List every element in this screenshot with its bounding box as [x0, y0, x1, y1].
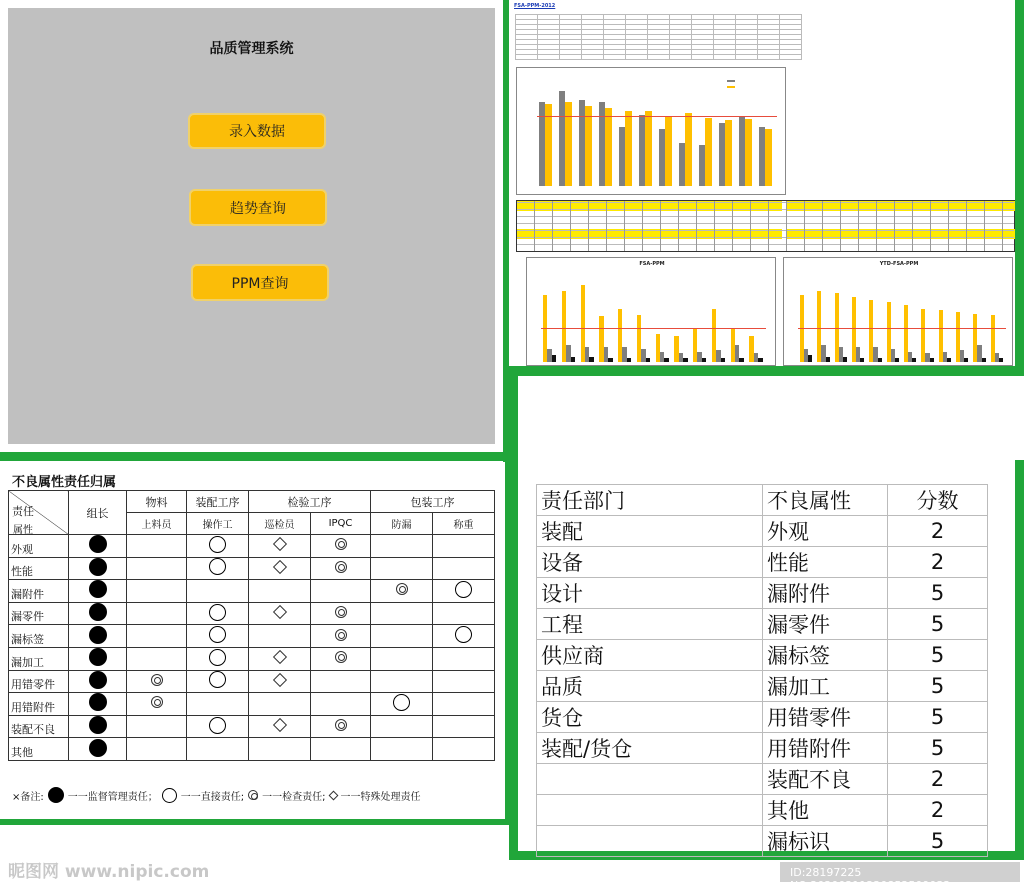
defect-cell: 其他 — [763, 795, 888, 826]
ytd-fsa-ppm-title: YTD-FSA-PPM — [879, 261, 919, 267]
row-label: 漏加工 — [9, 647, 69, 670]
legend-note — [12, 787, 421, 803]
group-header-assembly: 装配工序 — [187, 491, 249, 513]
sub-table-gridlines — [517, 201, 1014, 251]
table-cell — [371, 647, 433, 670]
fsa-ppm-chart — [526, 257, 776, 366]
chart-bar — [878, 358, 882, 362]
direct-circle-icon — [455, 581, 472, 598]
table-cell — [187, 602, 249, 625]
direct-circle-icon — [393, 694, 410, 711]
row-label: 用错附件 — [9, 693, 69, 716]
summary-cell — [538, 55, 560, 60]
subcol-weighing: 称重 — [433, 513, 495, 535]
direct-circle-icon — [209, 671, 226, 688]
direct-circle-icon — [209, 604, 226, 621]
score-cell: 5 — [888, 578, 988, 609]
table-cell — [69, 647, 127, 670]
chart-bar — [702, 358, 706, 362]
chart1-red-line — [537, 116, 777, 117]
chart-bar — [843, 357, 847, 362]
supervise-dot-icon — [89, 716, 107, 734]
supervise-dot-icon — [89, 535, 107, 553]
score-cell: 5 — [888, 702, 988, 733]
table-cell — [187, 580, 249, 603]
direct-circle-icon — [162, 788, 177, 803]
department-cell: 工程 — [537, 609, 763, 640]
table-cell — [433, 693, 495, 716]
table-row — [9, 580, 495, 603]
table-cell — [433, 535, 495, 558]
fsa-ppm-title: FSA-PPM — [639, 261, 665, 267]
legend-yellow-swatch — [727, 86, 735, 88]
defect-cell: 不良属性 — [763, 485, 888, 516]
row-label: 漏附件 — [9, 580, 69, 603]
table-cell — [127, 625, 187, 648]
direct-circle-icon — [455, 626, 472, 643]
chart-bar — [664, 358, 668, 362]
watermark-left: 昵图网 www.nipic.com — [8, 862, 210, 882]
ytd-fsa-ppm-chart — [783, 257, 1013, 366]
subcol-ipqc: IPQC — [311, 513, 371, 535]
chart-bar — [930, 358, 934, 362]
divider-top-right-right — [1015, 0, 1024, 376]
score-cell: 5 — [888, 640, 988, 671]
table-row — [9, 625, 495, 648]
supervise-dot-icon — [89, 626, 107, 644]
special-diamond-icon — [272, 673, 286, 687]
chart-bar — [999, 358, 1003, 362]
table-cell — [311, 670, 371, 693]
table-row — [9, 535, 495, 558]
enter-data-button[interactable]: 录入数据 — [188, 113, 326, 149]
monthly-ppm-plot — [537, 84, 777, 186]
table-cell — [433, 738, 495, 761]
chart-bar — [947, 358, 951, 362]
responsibility-title: 不良属性责任归属 — [12, 475, 117, 490]
group-header-packing: 包装工序 — [371, 491, 495, 513]
direct-circle-icon — [209, 717, 226, 734]
chart-bar — [625, 111, 631, 186]
table-cell — [249, 715, 311, 738]
table-cell — [69, 738, 127, 761]
table-row — [9, 670, 495, 693]
score-row — [537, 826, 988, 857]
table-cell — [69, 580, 127, 603]
table-cell — [371, 670, 433, 693]
table-row — [9, 647, 495, 670]
table-cell — [69, 602, 127, 625]
table-cell — [69, 557, 127, 580]
table-row — [9, 693, 495, 716]
report-title: FSA-PPM-2012 — [514, 3, 556, 9]
legend-gray-swatch — [727, 80, 735, 82]
inspect-bullseye-icon — [335, 719, 347, 731]
inspect-bullseye-icon — [335, 561, 347, 573]
table-cell — [69, 715, 127, 738]
chart-bar — [808, 355, 812, 362]
chart-bar — [645, 111, 651, 186]
score-header-row — [537, 485, 988, 516]
chart-bar — [758, 358, 762, 362]
inspect-bullseye-icon — [151, 696, 163, 708]
direct-circle-icon — [209, 626, 226, 643]
score-row — [537, 671, 988, 702]
supervise-dot-icon — [89, 603, 107, 621]
table-cell — [249, 535, 311, 558]
chart-bar — [646, 358, 650, 362]
supervise-dot-icon — [48, 787, 64, 803]
table-cell — [127, 715, 187, 738]
supervise-dot-icon — [89, 558, 107, 576]
department-cell — [537, 795, 763, 826]
table-cell — [433, 670, 495, 693]
table-cell — [69, 693, 127, 716]
summary-cell — [604, 55, 626, 60]
table-cell — [311, 693, 371, 716]
department-cell: 责任部门 — [537, 485, 763, 516]
supervise-dot-icon — [89, 580, 107, 598]
direct-circle-icon — [209, 649, 226, 666]
table-cell — [311, 602, 371, 625]
ppm-query-button[interactable]: PPM查询 — [191, 264, 329, 301]
chart-bar — [826, 357, 830, 362]
inspect-bullseye-icon — [335, 606, 347, 618]
table-cell — [187, 647, 249, 670]
summary-cell — [626, 55, 648, 60]
score-cell: 2 — [888, 764, 988, 795]
inspect-bullseye-icon — [396, 583, 408, 595]
special-diamond-icon — [328, 790, 338, 800]
table-cell — [127, 535, 187, 558]
subcol-patrol: 巡检员 — [249, 513, 311, 535]
table-cell — [433, 580, 495, 603]
department-cell: 设备 — [537, 547, 763, 578]
table-cell — [249, 557, 311, 580]
score-cell: 5 — [888, 826, 988, 857]
table-cell — [433, 602, 495, 625]
department-cell: 供应商 — [537, 640, 763, 671]
score-cell: 5 — [888, 733, 988, 764]
chart-bar — [585, 106, 591, 186]
table-cell — [371, 693, 433, 716]
chart-bar — [895, 358, 899, 362]
table-cell — [187, 535, 249, 558]
row-label: 用错零件 — [9, 670, 69, 693]
row-label: 漏标签 — [9, 625, 69, 648]
summary-cell — [736, 55, 758, 60]
table-cell — [433, 557, 495, 580]
chart-bar — [605, 108, 611, 186]
summary-table — [515, 14, 802, 60]
chart-bar — [725, 120, 731, 186]
note-supervise: 一一监督管理责任； — [67, 791, 158, 803]
score-cell: 5 — [888, 609, 988, 640]
table-cell — [311, 738, 371, 761]
table-cell — [371, 602, 433, 625]
table-cell — [371, 738, 433, 761]
inspect-bullseye-icon — [335, 538, 347, 550]
watermark-right: ID:28197225 NO:20200211220852509032 — [790, 866, 951, 892]
inspect-bullseye-icon — [335, 651, 347, 663]
defect-cell: 装配不良 — [763, 764, 888, 795]
col-leader-header: 组长 — [69, 491, 127, 535]
monthly-ppm-chart — [516, 67, 786, 195]
department-cell: 品质 — [537, 671, 763, 702]
table-cell — [249, 693, 311, 716]
table-cell — [433, 715, 495, 738]
table-cell — [249, 580, 311, 603]
table-cell — [311, 715, 371, 738]
table-cell — [249, 625, 311, 648]
row-label: 性能 — [9, 557, 69, 580]
chart-bar — [683, 358, 687, 362]
table-cell — [127, 670, 187, 693]
supervise-dot-icon — [89, 648, 107, 666]
chart-bar — [912, 358, 916, 362]
defect-cell: 用错零件 — [763, 702, 888, 733]
summary-cell — [560, 55, 582, 60]
responsibility-table — [8, 490, 495, 761]
row-label: 外观 — [9, 535, 69, 558]
chart-bar — [765, 129, 771, 186]
note-special: 一一特殊处理责任 — [340, 791, 421, 803]
special-diamond-icon — [272, 537, 286, 551]
defect-cell: 漏加工 — [763, 671, 888, 702]
chart-bar — [571, 357, 575, 362]
defect-cell: 漏标识 — [763, 826, 888, 857]
table-cell — [187, 557, 249, 580]
table-cell — [249, 647, 311, 670]
table-cell — [127, 647, 187, 670]
table-cell — [127, 580, 187, 603]
group-header-inspection: 检验工序 — [249, 491, 371, 513]
chart-bar — [685, 113, 691, 186]
note-direct: 一一直接责任; — [180, 791, 245, 803]
sub-table-band — [516, 200, 1015, 252]
chart-bar — [739, 358, 743, 362]
chart-bar — [982, 358, 986, 362]
supervise-dot-icon — [89, 671, 107, 689]
department-cell: 装配/货仓 — [537, 733, 763, 764]
department-cell — [537, 764, 763, 795]
table-cell — [127, 738, 187, 761]
defect-cell: 性能 — [763, 547, 888, 578]
responsibility-panel — [0, 462, 505, 819]
summary-cell — [516, 55, 538, 60]
fsa-ppm-plot — [541, 276, 766, 362]
table-row — [9, 715, 495, 738]
table-cell — [187, 738, 249, 761]
score-row — [537, 702, 988, 733]
corner-header-cell — [9, 491, 69, 535]
chart-bar — [745, 119, 751, 186]
summary-cell — [714, 55, 736, 60]
ytd-fsa-ppm-plot — [798, 276, 1006, 362]
special-diamond-icon — [272, 560, 286, 574]
note-inspect: 一一检查责任; — [262, 791, 326, 803]
special-diamond-icon — [272, 605, 286, 619]
chart-bar — [565, 102, 571, 186]
inspect-bullseye-icon — [248, 790, 258, 800]
score-row — [537, 640, 988, 671]
score-row — [537, 547, 988, 578]
inspect-bullseye-icon — [151, 674, 163, 686]
table-cell — [187, 715, 249, 738]
table-cell — [249, 738, 311, 761]
table-cell — [127, 557, 187, 580]
group-header-material: 物料 — [127, 491, 187, 513]
divider-bottom-left-bottom — [0, 819, 509, 825]
special-diamond-icon — [272, 650, 286, 664]
table-cell — [433, 647, 495, 670]
table-cell — [187, 693, 249, 716]
table-cell — [187, 625, 249, 648]
chart3-red-line — [798, 328, 1006, 329]
defect-cell: 漏附件 — [763, 578, 888, 609]
department-cell: 货仓 — [537, 702, 763, 733]
summary-cell — [648, 55, 670, 60]
chart-bar — [860, 358, 864, 362]
inspect-bullseye-icon — [335, 629, 347, 641]
table-cell — [69, 535, 127, 558]
table-cell — [371, 625, 433, 648]
score-row — [537, 609, 988, 640]
menu-title: 品质管理系统 — [209, 41, 294, 57]
table-row — [9, 738, 495, 761]
summary-row — [516, 55, 802, 60]
score-row — [537, 795, 988, 826]
score-cell: 2 — [888, 516, 988, 547]
table-cell — [127, 693, 187, 716]
supervise-dot-icon — [89, 693, 107, 711]
summary-cell — [670, 55, 692, 60]
score-cell: 2 — [888, 795, 988, 826]
score-row — [537, 516, 988, 547]
subcol-operator: 操作工 — [187, 513, 249, 535]
special-diamond-icon — [272, 718, 286, 732]
subcol-loader: 上料员 — [127, 513, 187, 535]
defect-cell: 漏标签 — [763, 640, 888, 671]
trend-query-button[interactable]: 趋势查询 — [189, 189, 327, 226]
divider-bottom-left-top — [0, 452, 509, 461]
table-cell — [187, 670, 249, 693]
summary-cell — [780, 55, 802, 60]
ppm-report — [511, 0, 1015, 366]
divider-bottom-right-left — [509, 376, 518, 860]
row-label: 装配不良 — [9, 715, 69, 738]
corner-header-bottom: 属性 — [13, 525, 33, 536]
defect-cell: 外观 — [763, 516, 888, 547]
score-row — [537, 764, 988, 795]
direct-circle-icon — [209, 558, 226, 575]
chart-bar — [665, 117, 671, 186]
score-cell: 分数 — [888, 485, 988, 516]
corner-header-top: 责任 — [12, 505, 34, 518]
table-cell — [127, 602, 187, 625]
table-row — [9, 557, 495, 580]
defect-cell: 漏零件 — [763, 609, 888, 640]
summary-cell — [582, 55, 604, 60]
table-cell — [311, 625, 371, 648]
chart2-red-line — [541, 328, 766, 329]
table-cell — [69, 670, 127, 693]
chart-bar — [705, 118, 711, 186]
row-label: 其他 — [9, 738, 69, 761]
chart-bar — [627, 358, 631, 362]
direct-circle-icon — [209, 536, 226, 553]
table-cell — [311, 535, 371, 558]
summary-cell — [692, 55, 714, 60]
score-row — [537, 578, 988, 609]
table-cell — [433, 625, 495, 648]
table-row — [9, 602, 495, 625]
note-prefix: ×备注: — [12, 791, 44, 803]
summary-cell — [758, 55, 780, 60]
chart-bar — [721, 358, 725, 362]
score-panel — [520, 470, 1013, 854]
chart1-legend — [727, 80, 767, 94]
table-cell — [249, 602, 311, 625]
table-cell — [371, 715, 433, 738]
subcol-leakproof: 防漏 — [371, 513, 433, 535]
chart-bar — [589, 357, 593, 362]
department-cell — [537, 826, 763, 857]
table-cell — [69, 625, 127, 648]
department-cell: 装配 — [537, 516, 763, 547]
divider-bottom-right-right — [1015, 460, 1024, 860]
table-cell — [311, 647, 371, 670]
table-cell — [249, 670, 311, 693]
score-cell: 2 — [888, 547, 988, 578]
table-cell — [311, 580, 371, 603]
table-cell — [311, 557, 371, 580]
defect-cell: 用错附件 — [763, 733, 888, 764]
table-cell — [371, 580, 433, 603]
row-label: 漏零件 — [9, 602, 69, 625]
chart-bar — [552, 355, 556, 362]
score-cell: 5 — [888, 671, 988, 702]
score-row — [537, 733, 988, 764]
menu-panel — [8, 8, 495, 444]
supervise-dot-icon — [89, 739, 107, 757]
table-cell — [371, 557, 433, 580]
chart-bar — [608, 358, 612, 362]
department-cell: 设计 — [537, 578, 763, 609]
divider-top-right-bottom — [509, 366, 1024, 376]
chart-bar — [964, 358, 968, 362]
table-cell — [371, 535, 433, 558]
score-table — [536, 484, 988, 857]
